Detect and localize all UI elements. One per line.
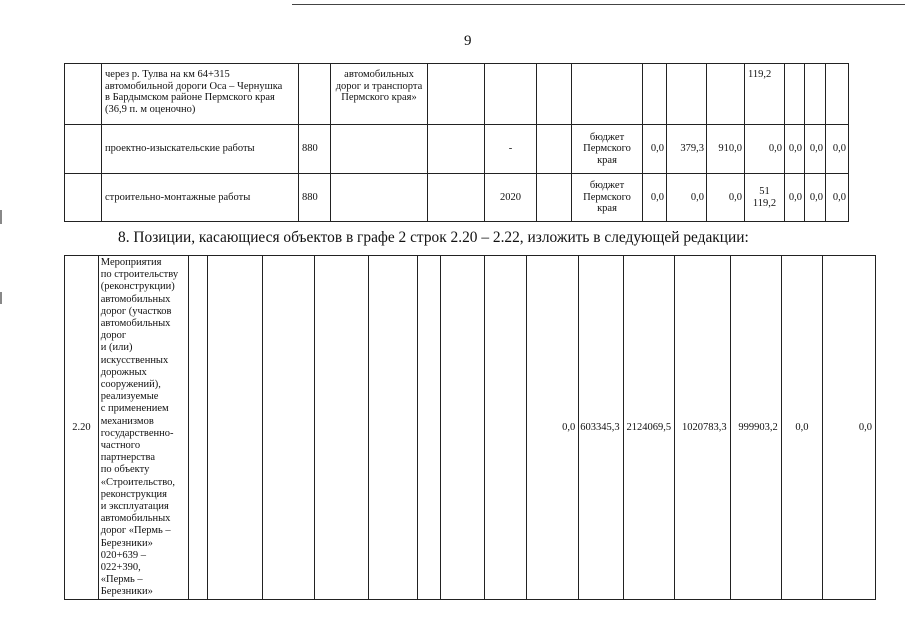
table-row <box>65 64 849 125</box>
value-cell: 51 119,2 <box>745 174 785 222</box>
empty-cell <box>441 256 484 600</box>
executor-cell <box>331 125 428 174</box>
value-cell: 0,0 <box>805 125 826 174</box>
empty-cell <box>428 174 485 222</box>
value-cell: 0,0 <box>785 125 805 174</box>
value-cell: 2124069,5 <box>623 256 675 600</box>
value-cell: 0,0 <box>823 256 876 600</box>
table-continued <box>64 63 849 222</box>
value-cell: 0,0 <box>781 256 822 600</box>
row-number-cell <box>65 174 102 222</box>
row-number-cell <box>65 125 102 174</box>
table-new-edition <box>64 255 905 600</box>
empty-cell <box>207 256 262 600</box>
row-number-cell: 2.20 <box>65 256 99 600</box>
empty-cell <box>262 256 314 600</box>
source-cell: бюджет Пермского края <box>572 125 643 174</box>
value-cell: 0,0 <box>707 174 745 222</box>
empty-cell <box>537 64 572 125</box>
value-cell <box>826 64 849 125</box>
value-cell: 379,3 <box>667 125 707 174</box>
value-cell: 0,0 <box>667 174 707 222</box>
value-cell: 910,0 <box>707 125 745 174</box>
value-cell <box>643 64 667 125</box>
margin-mark <box>0 292 2 304</box>
row-number-cell <box>65 64 102 125</box>
empty-cell <box>428 64 485 125</box>
section-heading: 8. Позиции, касающиеся объектов в графе 2 строк 2.20 – 2.22, изложить в следующей редакции: <box>118 229 749 246</box>
table-row <box>65 125 849 174</box>
value-cell: 0,0 <box>643 174 667 222</box>
value-cell: 0,0 <box>643 125 667 174</box>
value-cell <box>707 64 745 125</box>
table-row <box>65 174 849 222</box>
value-cell: 0,0 <box>745 125 785 174</box>
empty-cell <box>428 125 485 174</box>
code-cell: 880 <box>299 125 331 174</box>
value-cell: 0,0 <box>826 174 849 222</box>
margin-mark <box>0 210 2 224</box>
object-name-cell: Мероприятия по строительству (реконструкции) автомобильных дорог (участков автомобильных дорог и (или) искусственных дорожных сооружений), реализуемые с применением механизмов государственно- частного партнерства по объекту «Строительство, реконструкция и эксплуатация автомобильных дорог «Пермь – Березники» 020+639 – 022+390, «Пермь – Березники» <box>98 256 189 600</box>
object-name-cell: через р. Тулва на км 64+315 автомобильной дороги Оса – Чернушка в Бардымском районе Пермского края (36,9 п. м оценочно) <box>102 64 299 125</box>
object-name-cell: проектно-изыскательские работы <box>102 125 299 174</box>
value-cell: 0,0 <box>527 256 579 600</box>
value-cell <box>805 64 826 125</box>
value-cell: 0,0 <box>785 174 805 222</box>
value-cell: 999903,2 <box>730 256 781 600</box>
executor-cell <box>331 174 428 222</box>
empty-cell <box>418 256 441 600</box>
empty-cell <box>537 174 572 222</box>
value-cell: 603345,3 <box>579 256 623 600</box>
source-cell: бюджет Пермского края <box>572 174 643 222</box>
value-cell: 119,2 <box>745 64 785 125</box>
value-cell: 0,0 <box>826 125 849 174</box>
code-cell <box>299 64 331 125</box>
empty-cell <box>189 256 207 600</box>
empty-cell <box>484 256 527 600</box>
code-cell: 880 <box>299 174 331 222</box>
year-cell: - <box>485 125 537 174</box>
empty-cell <box>537 125 572 174</box>
year-cell <box>485 64 537 125</box>
value-cell: 1020783,3 <box>675 256 730 600</box>
table-row <box>65 256 905 600</box>
top-rule <box>292 4 905 5</box>
value-cell <box>785 64 805 125</box>
source-cell <box>572 64 643 125</box>
executor-cell: автомобильных дорог и транспорта Пермского края» <box>331 64 428 125</box>
object-name-cell: строительно-монтажные работы <box>102 174 299 222</box>
empty-cell <box>368 256 418 600</box>
empty-cell <box>314 256 368 600</box>
page-number: 9 <box>464 33 472 49</box>
year-cell: 2020 <box>485 174 537 222</box>
value-cell: 0,0 <box>805 174 826 222</box>
value-cell <box>667 64 707 125</box>
